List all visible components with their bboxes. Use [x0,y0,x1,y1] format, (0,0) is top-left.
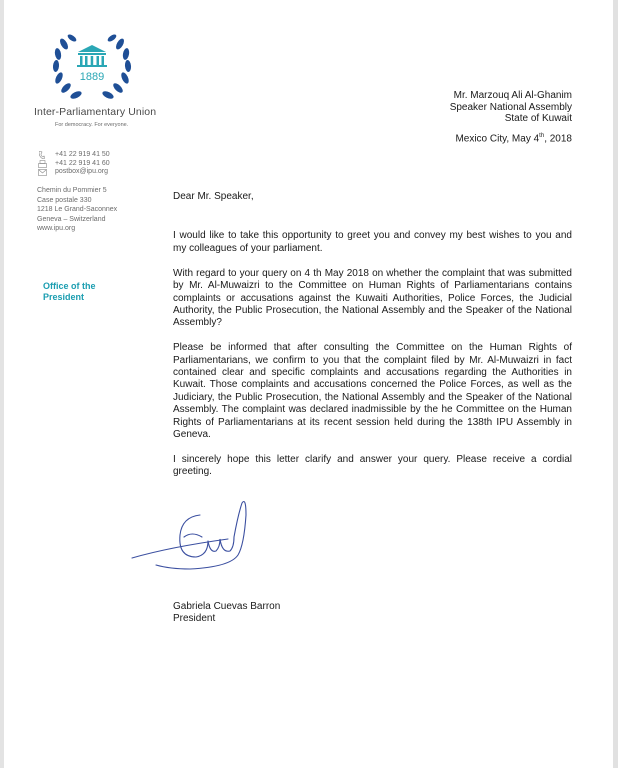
org-tagline: For democracy. For everyone. [55,122,129,128]
letter-body [173,191,572,491]
recipient-country: State of Kuwait [504,113,572,124]
salutation: Dear Mr. Speaker, [173,191,254,202]
postal-address [37,186,117,234]
signer-block [173,601,280,625]
page-edge-right [613,0,618,768]
paragraph: I sincerely hope this letter clarify and answer your query. Please receive a cordial greeting. [173,454,572,478]
address-line: Geneva – Switzerland [37,215,106,223]
email-link[interactable]: postbox@ipu.org [55,168,109,175]
page-edge-left [0,0,4,768]
address-line: Case postale 330 [37,196,92,204]
recipient-title: Speaker National Assembly [449,101,572,113]
letter-date [455,133,572,144]
recipient-name: Mr. Marzouq Ali Al-Ghanim [453,90,572,101]
contact-fax [37,160,110,169]
signer-title: President [173,613,216,624]
svg-text:1889: 1889 [79,71,105,83]
date-year: , 2018 [544,133,572,145]
phone-icon [37,151,47,159]
paragraph: I would like to take this opportunity to greet you and convey my best wishes to you and my colleagues of your parliament. [173,230,572,254]
contact-list [37,151,110,177]
contact-email [37,168,110,177]
recipient-block [450,90,572,125]
office-label [43,281,96,302]
org-name: Inter-Parliamentary Union [34,106,157,118]
website-link[interactable]: www.ipu.org [37,225,76,232]
signer-name: Gabriela Cuevas Barron [173,601,281,612]
signature-icon [130,495,280,575]
paragraph: Please be informed that after consulting the Committee on the Human Rights of Parliamentarians, we confirm to you that the complaint filed by Mr. Al-Muwaizri in fact contained clear and specific complaints and accusations regarding the Authorities in Kuwait. Those complaints and accusations concerned the Police Forces, as well as the Judiciary, the Public Prosecution, the National Assembly and the Speaker of the National Assembly. The complaint was declared inadmissible by the he Committee on the Human Rights of Parliamentarians at its recent session held during the 138th IPU Assembly in Geneva. [173,342,572,441]
contact-phone [37,151,110,160]
address-line: 1218 Le Grand-Saconnex [37,206,118,213]
ipu-logo-icon [52,30,132,102]
fax-number: +41 22 919 41 60 [55,159,110,167]
office-label-line: Office of the [43,281,96,291]
envelope-icon [37,169,47,176]
phone-number[interactable]: +41 22 919 41 50 [55,151,110,158]
address-line: Chemin du Pommier 5 [37,187,107,194]
fax-icon [37,160,47,168]
office-label-line: President [43,291,85,302]
paragraph: With regard to your query on 4 th May 2018 on whether the complaint that was submitted by Mr. Al-Muwaizri to the Committee on Human Rights of Parliamentarians contains complaints or accusations against the Kuwaiti Authorities, Police Forces, the Judicial Authority, the Public Prosecution, the National Assembly and the Speaker of the National Assembly? [173,267,572,329]
date-ordinal: th [539,133,545,139]
date-prefix: Mexico City, May 4 [455,133,540,145]
